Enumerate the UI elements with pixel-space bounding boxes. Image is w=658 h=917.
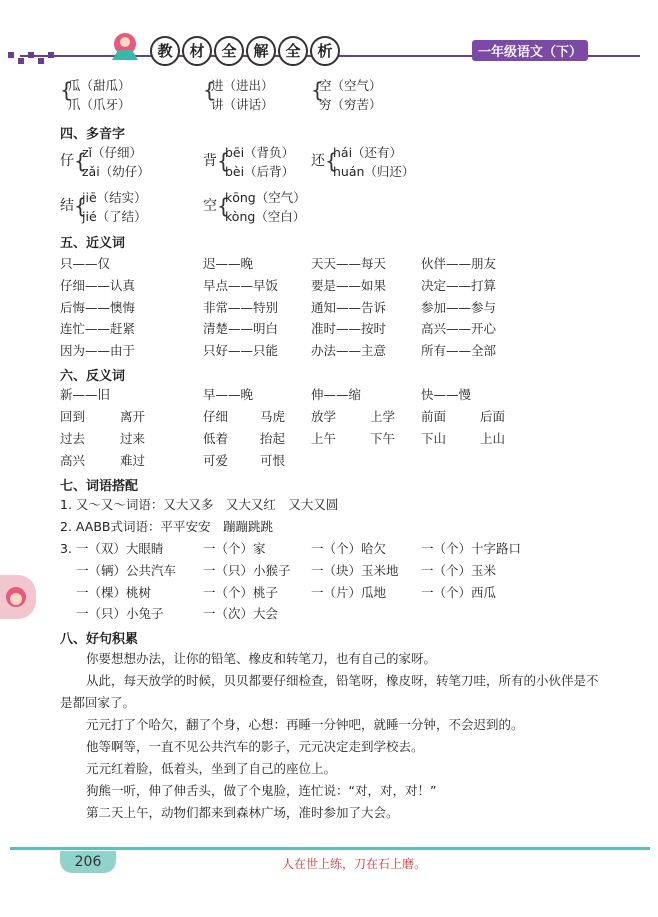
polyphone-char: 还 (311, 153, 325, 169)
antonym-word: 难过 (120, 453, 146, 468)
polyphone-reading: bèi（后背） (225, 164, 295, 179)
header-title-char: 析 (310, 36, 340, 66)
section-heading: 八、好句积累 (60, 632, 139, 647)
sentence: 元元红着脸，低着头，坐到了自己的座位上。 (86, 761, 337, 776)
word-item: 进（进出） (211, 78, 274, 93)
synonym-pair: 天天——每天 (311, 256, 387, 271)
brace: { (311, 78, 324, 102)
synonym-pair: 要是——如果 (311, 278, 387, 293)
synonym-pair: 迟——晚 (203, 256, 254, 271)
synonym-pair: 通知——告诉 (311, 300, 387, 315)
word-item: 瓜（甜瓜） (68, 78, 131, 93)
synonym-pair: 只好——只能 (203, 343, 279, 358)
collocation-item: 一（棵）桃树 (76, 585, 152, 600)
collocation-item: 一（片）瓜地 (311, 585, 387, 600)
header-subtitle: 一年级语文（下） (472, 40, 588, 61)
synonym-pair: 只——仅 (60, 256, 111, 271)
antonym-word: 抬起 (260, 431, 286, 446)
polyphone-reading: jiē（结实） (82, 190, 147, 205)
polyphone-reading: zǐ（仔细） (82, 145, 143, 160)
sentence: 你要想想办法，让你的铅笔、橡皮和转笔刀，也有自己的家呀。 (86, 651, 437, 666)
word-item: 空（空气） (319, 78, 382, 93)
sentence: 从此，每天放学的时候，贝贝都要仔细检查，铅笔呀，橡皮呀，转笔刀哇，所有的小伙伴是不是都回家了。 (60, 673, 599, 710)
antonym-word: 过去 (60, 431, 86, 446)
section-heading: 五、近义词 (60, 236, 126, 251)
header-square (8, 52, 14, 58)
brace: { (74, 149, 87, 173)
polyphone-char: 背 (203, 153, 217, 169)
polyphone-reading: huán（归还） (333, 164, 415, 179)
antonym-word: 下午 (370, 431, 396, 446)
footer-motto: 人在世上练，刀在石上磨。 (282, 857, 427, 871)
brace: { (74, 194, 87, 218)
antonym-word: 回到 (60, 409, 86, 424)
antonym-word: 可恨 (260, 453, 286, 468)
collocation-item: 一（只）小猴子 (203, 563, 291, 578)
synonym-pair: 办法——主意 (311, 343, 387, 358)
brace: { (60, 78, 73, 102)
collocation-item: 一（块）玉米地 (311, 563, 399, 578)
antonym-word: 低着 (203, 431, 229, 446)
synonym-pair: 参加——参与 (421, 300, 497, 315)
collocation-item: 一（个）桃子 (203, 585, 279, 600)
antonym-word: 上午 (311, 431, 337, 446)
polyphone-char: 结 (60, 198, 74, 214)
synonym-pair: 非常——特别 (203, 300, 279, 315)
collocation-item: 一（个）玉米 (421, 563, 497, 578)
antonym-word: 后面 (480, 409, 506, 424)
collocation-line: 1. 又～又～词语：又大又多 又大又红 又大又圆 (60, 497, 339, 512)
polyphone-reading: jié（了结） (82, 209, 147, 224)
header-square (28, 52, 34, 58)
polyphone-reading: kōng（空气） (225, 190, 306, 205)
polyphone-reading: bēi（背负） (225, 145, 295, 160)
antonym-word: 放学 (311, 409, 337, 424)
synonym-pair: 决定——打算 (421, 278, 497, 293)
polyphone-reading: kòng（空白） (225, 209, 306, 224)
collocation-line: 2. AABB式词语：平平安安 蹦蹦跳跳 (60, 519, 274, 534)
header-title-char: 全 (214, 36, 244, 66)
synonym-pair: 伙伴——朋友 (421, 256, 497, 271)
sentence: 狗熊一听，伸了伸舌头，做了个鬼脸，连忙说：“对，对，对！” (86, 783, 437, 798)
antonym-word: 过来 (120, 431, 146, 446)
antonym-word: 离开 (120, 409, 146, 424)
synonym-pair: 因为——由于 (60, 343, 136, 358)
word-item: 爪（爪牙） (68, 97, 131, 112)
collocation-item: 一（辆）公共汽车 (76, 563, 177, 578)
word-item: 穷（穷苦） (319, 97, 382, 112)
collocation-item: 一（个）十字路口 (421, 541, 522, 556)
antonym-word: 仔细 (203, 409, 229, 424)
antonym-pair: 快——慢 (421, 387, 472, 402)
polyphone-char: 空 (203, 198, 217, 214)
header-title-char: 教 (150, 36, 180, 66)
polyphone-char: 仔 (60, 153, 74, 169)
sentence: 元元打了个哈欠，翻了个身，心想：再睡一分钟吧，就睡一分钟，不会迟到的。 (86, 717, 524, 732)
synonym-pair: 高兴——开心 (421, 321, 497, 336)
synonym-pair: 后悔——懊悔 (60, 300, 136, 315)
page-number: 206 (60, 851, 116, 873)
synonym-pair: 所有——全部 (421, 343, 497, 358)
side-tab (0, 575, 36, 619)
collocation-item: 3. 一（双）大眼睛 (60, 541, 164, 556)
sentence: 他等啊等，一直不见公共汽车的影子，元元决定走到学校去。 (86, 739, 424, 754)
section-heading: 六、反义词 (60, 369, 126, 384)
collocation-item: 一（个）家 (203, 541, 266, 556)
antonym-word: 上学 (370, 409, 396, 424)
header-title-char: 全 (278, 36, 308, 66)
polyphone-reading: hái（还有） (333, 145, 403, 160)
synonym-pair: 连忙——赶紧 (60, 321, 136, 336)
antonym-pair: 新——旧 (60, 387, 111, 402)
section-heading: 七、词语搭配 (60, 479, 139, 494)
antonym-word: 马虎 (260, 409, 286, 424)
footer-line (10, 847, 650, 850)
antonym-word: 上山 (480, 431, 506, 446)
header-title-char: 材 (182, 36, 212, 66)
collocation-item: 一（个）哈欠 (311, 541, 387, 556)
collocation-item: 一（个）西瓜 (421, 585, 497, 600)
word-item: 讲（讲话） (211, 97, 274, 112)
brace: { (217, 194, 230, 218)
antonym-word: 高兴 (60, 453, 86, 468)
synonym-pair: 准时——按时 (311, 321, 387, 336)
synonym-pair: 早点——早饭 (203, 278, 279, 293)
antonym-word: 可爱 (203, 453, 229, 468)
collocation-item: 一（次）大会 (203, 606, 279, 621)
header-square (38, 58, 44, 64)
synonym-pair: 仔细——认真 (60, 278, 136, 293)
sentence: 第二天上午，动物们都来到森林广场，准时参加了大会。 (86, 805, 399, 820)
antonym-word: 下山 (421, 431, 447, 446)
collocation-item: 一（只）小兔子 (76, 606, 164, 621)
brace: { (203, 78, 216, 102)
antonym-word: 前面 (421, 409, 447, 424)
antonym-pair: 早——晚 (203, 387, 254, 402)
brace: { (217, 149, 230, 173)
polyphone-reading: zǎi（幼仔） (82, 164, 150, 179)
antonym-pair: 伸——缩 (311, 387, 362, 402)
header-square (18, 58, 24, 64)
synonym-pair: 清楚——明白 (203, 321, 279, 336)
header-square (48, 52, 54, 58)
section-heading: 四、多音字 (60, 127, 126, 142)
brace: { (325, 149, 338, 173)
header-title-char: 解 (246, 36, 276, 66)
